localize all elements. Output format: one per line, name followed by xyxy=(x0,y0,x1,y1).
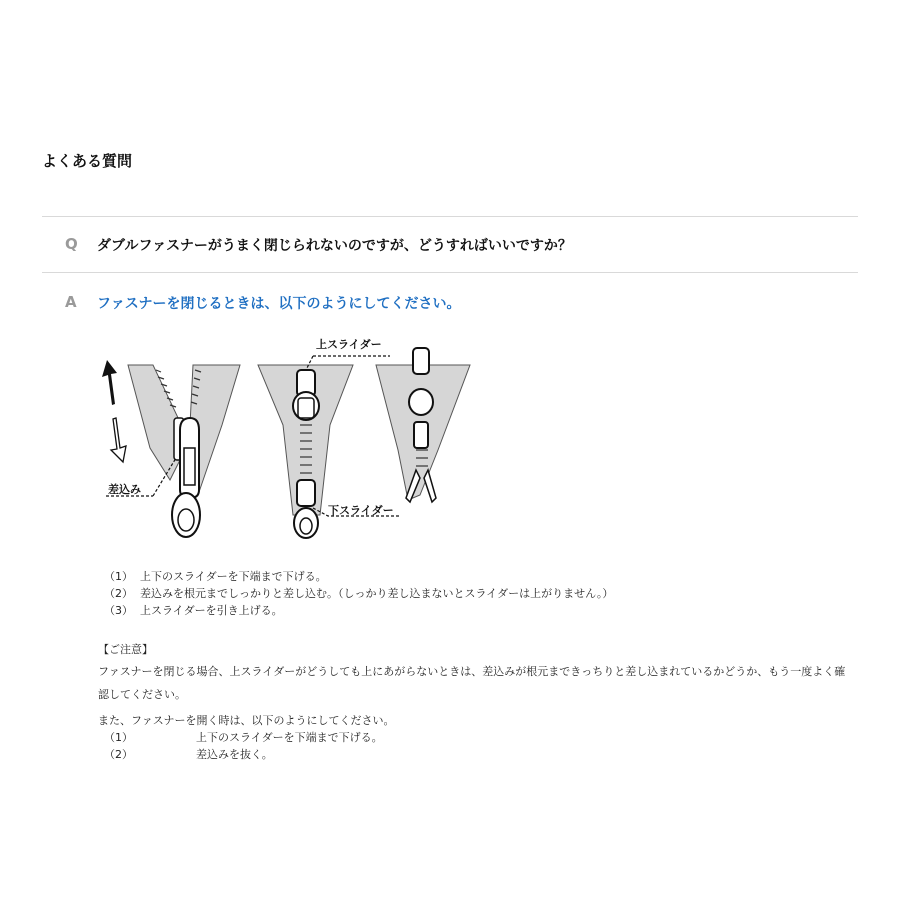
step-number: （2） xyxy=(104,587,133,600)
question-mark: Q xyxy=(65,235,78,253)
opening-step-row xyxy=(98,729,395,746)
divider-middle xyxy=(42,272,858,273)
zipper-illustration xyxy=(98,330,478,545)
down-arrow-icon xyxy=(111,418,126,462)
divider-top xyxy=(42,216,858,217)
opening-intro: また、ファスナーを開く時は、以下のようにしてください。 xyxy=(98,714,395,727)
panel-insert-diagram xyxy=(102,360,240,537)
closing-steps xyxy=(104,568,613,619)
step-text: 差込みを抜く。 xyxy=(196,748,273,761)
answer-mark: A xyxy=(65,293,77,311)
step-text: 差込みを根元までしっかりと差し込む。（しっかり差し込まないとスライダーは上がりません。） xyxy=(140,587,614,600)
opening-step-row xyxy=(98,746,395,763)
step-row xyxy=(104,585,613,602)
step-number: （1） xyxy=(104,570,133,583)
step-text: 上下のスライダーを下端まで下げる。 xyxy=(196,731,383,744)
up-arrow-icon xyxy=(102,360,117,405)
step-text: 上スライダーを引き上げる。 xyxy=(140,604,283,617)
insert-pin-label: 差込み xyxy=(108,483,141,496)
step-row xyxy=(104,568,613,585)
upper-slider-label: 上スライダー xyxy=(316,338,382,351)
opening-section xyxy=(98,712,395,763)
step-row xyxy=(104,602,613,619)
step-number: （2） xyxy=(104,748,133,761)
caution-heading: 【ご注意】 xyxy=(98,643,153,656)
page-title: よくある質問 xyxy=(42,152,133,170)
lower-slider-label: 下スライダー xyxy=(328,504,394,517)
caution-section xyxy=(98,641,848,706)
step-number: （3） xyxy=(104,604,133,617)
panel-pull-up-diagram xyxy=(376,348,470,502)
step-text: 上下のスライダーを下端まで下げる。 xyxy=(140,570,327,583)
question-text[interactable]: ダブルファスナーがうまく閉じられないのですが、どうすればいいですか？ xyxy=(97,238,572,254)
caution-body: ファスナーを閉じる場合、上スライダーがどうしても上にあがらないときは、差込みが根元まできっちりと差し込まれているかどうか、もう一度よく確認してください。 xyxy=(98,665,846,701)
answer-heading: ファスナーを閉じるときは、以下のようにしてください。 xyxy=(97,296,461,312)
step-number: （1） xyxy=(104,731,133,744)
